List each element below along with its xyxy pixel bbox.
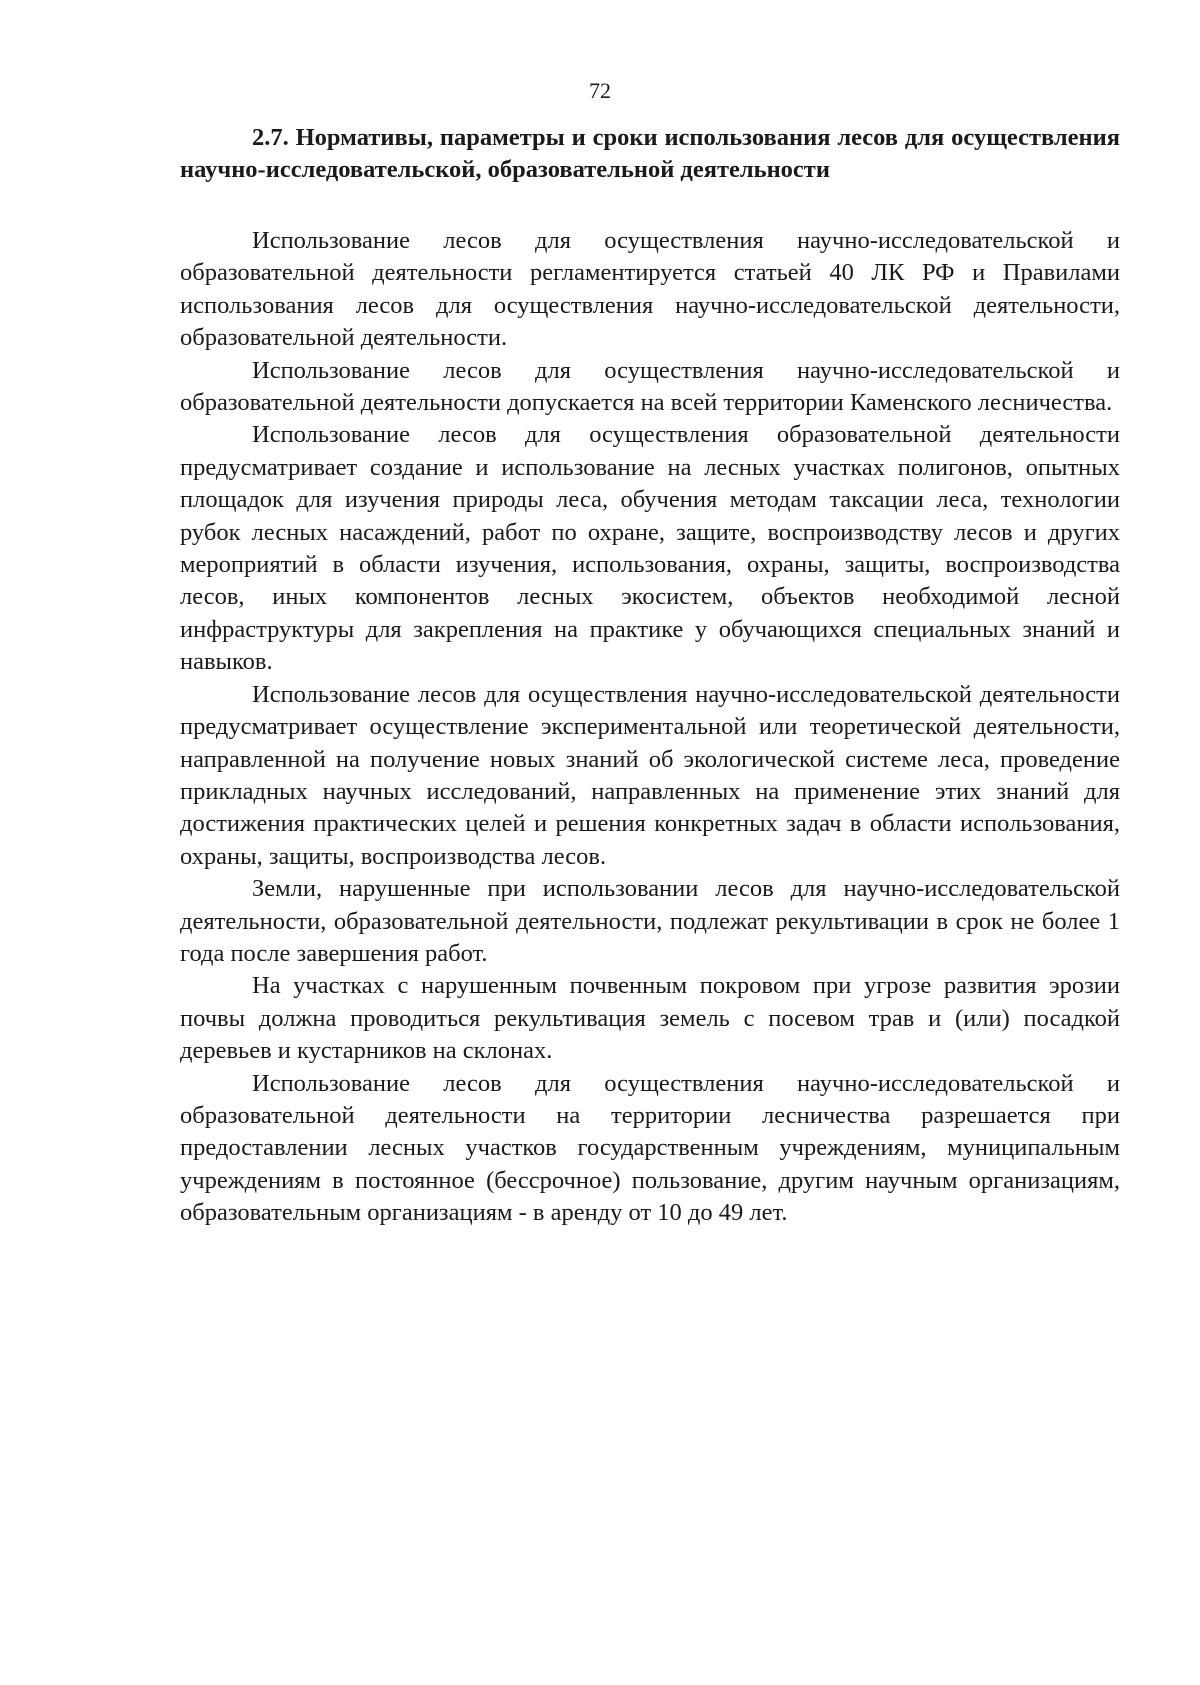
paragraph-erosion: На участках с нарушенным почвенным покровом при угрозе развития эрозии почвы должна проводиться рекультивация земель с посевом трав и (или) посадкой деревьев и кустарников на склонах.	[180, 972, 1120, 1065]
page-number: 72	[589, 78, 611, 103]
page-content	[180, 122, 1120, 1230]
paragraph-research-use: Использование лесов для осуществления научно-исследовательской деятельности предусматривает осуществление экспериментальной или теоретической деятельности, направленной на получение новых знаний об экологической системе леса, проведение прикладных научных исследований, направленных на применение этих знаний для достижения практических целей и решения конкретных задач в области использования, охраны, защиты, воспроизводства лесов.	[180, 680, 1120, 870]
paragraph-provision: Использование лесов для осуществления научно-исследовательской и образовательной деятельности на территории лесничества разрешается при предоставлении лесных участков государственным учреждениям, муниципальным учреждениям в постоянное (бессрочное) пользование, другим научным организациям, образовательным организациям - в аренду от 10 до 49 лет.	[180, 1069, 1120, 1227]
paragraph-educational-use: Использование лесов для осуществления образовательной деятельности предусматривает создание и использование на лесных участках полигонов, опытных площадок для изучения природы леса, обучения методам таксации леса, технологии рубок лесных насаждений, работ по охране, защите, воспроизводству лесов и других мероприятий в области изучения, использования, охраны, защиты, воспроизводства лесов, иных компонентов лесных экосистем, объектов необходимой лесной инфраструктуры для закрепления на практике у обучающихся специальных знаний и навыков.	[180, 421, 1120, 676]
paragraph-recultivation-term: Земли, нарушенные при использовании лесов для научно-исследовательской деятельности, образовательной деятельности, подлежат рекультивации в срок не более 1 года после завершения работ.	[180, 875, 1120, 967]
paragraph-territory: Использование лесов для осуществления научно-исследовательской и образовательной деятельности допускается на всей территории Каменского лесничества.	[180, 356, 1120, 417]
paragraph-regulation: Использование лесов для осуществления научно-исследовательской и образовательной деятельности регламентируется статьей 40 ЛК РФ и Правилами использования лесов для осуществления научно-исследовательской деятельности, образовательной деятельности.	[180, 227, 1120, 352]
section-heading: 2.7. Нормативы, параметры и сроки использования лесов для осуществления научно-исследовательской, образовательной деятельности	[180, 124, 1120, 183]
